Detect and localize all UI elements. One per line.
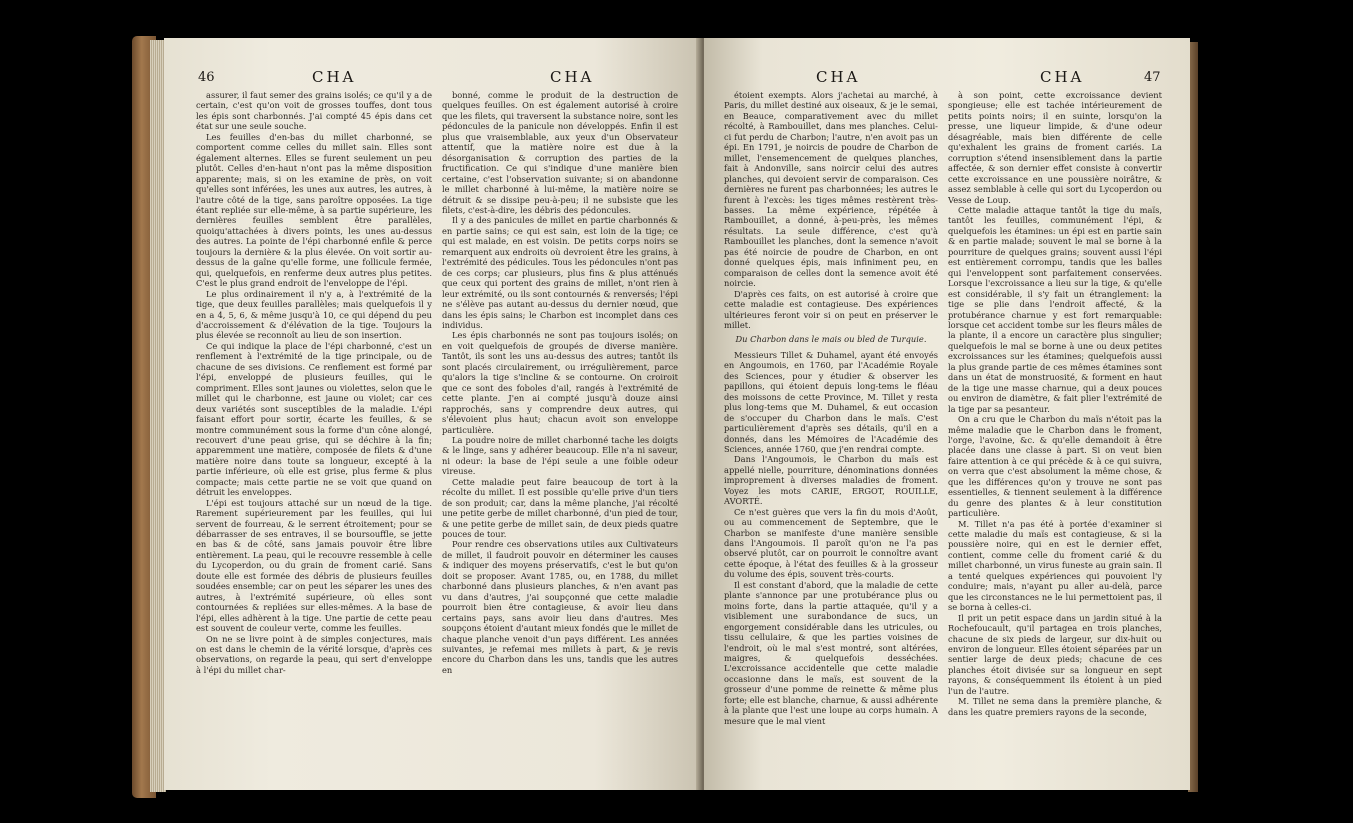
paragraph: L'épi est toujours attaché sur un nœud de la tige. Rarement supérieurement par les feuilles, qui lui servent de fourreau, & le serrent étroitement; pour se débarrasser de ses entraves, il se boursouffle, se jette en bas & de côté, sans jamais pouvoir être libre entièrement. La peau, qui le recouvre ressemble à celle du Lycoperdon, ou du grain de froment carié. Sans doute elle est formée des débris de plusieurs feuilles soudées ensemble; car on peut les séparer les unes des autres, à l'extrémité supérieure, où elles sont contournées & repliées sur elles-mêmes. A la base de l'épi, elles adhèrent à la tige. Une partie de cette peau est souvent de couleur verte, comme les feuilles. [196,497,432,634]
page-number: 46 [198,70,215,85]
running-header: CHA [816,68,861,86]
paragraph: Il y a des panicules de millet en partie charbonnés & en partie sains; ce qui est sain, est loin de la tige; ce qui est malade, en est voisin. De petits corps noirs se remarquent aux endroits où devroient être les grains, à l'extrémité des pédicules. Tous les pédoncules n'ont pas de ces corps; car plusieurs, plus fins & plus atténués que ceux qui portent des grains de millet, n'ont rien à leur extrémité, ou ils sont contournés & renversés; l'épi ne s'élève pas autant au-dessus du dernier nœud, que dans les épis sains; le Charbon est incomplet dans ces individus. [442,215,678,330]
paragraph: Pour rendre ces observations utiles aux Cultivateurs de millet, il faudroit pouvoir en déterminer les causes & indiquer des moyens préservatifs, c'est le but qu'on doit se proposer. Avant 1785, ou, en 1788, du millet charbonné dans plusieurs planches, & n'en avant pas vu dans d'autres, j'ai soupçonné que cette maladie pourroit bien être contagieuse, & avoir lieu dans certains pays, sans avoir lieu dans d'autres. Mes soupçons étoient d'autant mieux fondés que le millet de chaque planche venoit d'un pays différent. Les années suivantes, je refemai mes millets à part, & je revis encore du Charbon dans les uns, tandis que les autres en [442,539,678,675]
running-header: CHA [312,68,357,86]
paragraph: Il est constant d'abord, que la maladie de cette plante s'annonce par une protubérance plus ou moins forte, dans la partie attaquée, qu'il y a visiblement une surabondance de sucs, un engorgement considérable dans les utricules, ou tissu cellulaire, & que les parties voisines de l'endroit, où le mal s'est montré, sont altérées, maigres, & quelquefois desséchées. L'excroissance accidentelle que cette maladie occasionne dans le maïs, est souvent de la grosseur d'une pomme de reinette & même plus forte; elle est blanche, charnue, & aussi adhérente à la plante que l'est une loupe au corps humain. A mesure que le mal vient [724,579,938,726]
paragraph: Dans l'Angoumois, le Charbon du maïs est appellé nielle, pourriture, dénominations données improprement à diverses maladies de froment. Voyez les mots CARIE, ERGOT, ROUILLE, AVORTÉ. [724,454,938,507]
paragraph: Ce n'est guères que vers la fin du mois d'Août, ou au commencement de Septembre, que le Charbon se manifeste d'une manière sensible dans l'Angoumois. Il paroît qu'on ne l'a pas observé plutôt, car on pourroit le connoître avant cette époque, à l'état des feuilles & à la grosseur du volume des épis, souvent très-courts. [724,506,938,580]
paragraph: Cette maladie attaque tantôt la tige du maïs, tantôt les feuilles, communément l'épi, & quelquefois les étamines: un épi est en partie sain & en partie malade; souvent le mal se borne à la pourriture de quelques grains; souvent aussi l'épi est entièrement corrompu, tandis que les balles qui l'enveloppent sont parfaitement conservées. Lorsque l'excroissance a lieu sur la tige, & qu'elle est considérable, il s'y fait un étranglement: la tige se plie dans l'endroit affecté, & la protubérance charnue y est fort remarquable: lorsque cet accident tombe sur les fleurs mâles de la plante, il a encore un caractère plus singulier; quelquefois le mal se borne à une ou deux petites excroissances sur les étamines; quelquefois aussi la plus grande partie de ces mêmes étamines sont dans un état de monstruosité, & forment en haut de la tige une masse charnue, qui a deux pouces ou environ de diamètre, & fait plier l'extrémité de la tige par sa pesanteur. [948,204,1162,414]
section-heading: Du Charbon dans le mais ou bled de Turquie. [735,334,927,345]
paragraph: étoient exempts. Alors j'achetai au marché, à Paris, du millet destiné aux oiseaux, & je le semai, en Beauce, comparativement avec du millet récolté, à Rambouillet, dans mes planches. Celui-ci fut perdu de Charbon; l'autre, n'en avoit pas un épi. En 1791, je noircis de poudre de Charbon de millet, l'ensemencement de quelques planches, fait à Andonville, sans noircir celui des autres planches, qui devoient servir de comparaison. Ces dernières ne furent pas charbonnées; les autres le furent à l'excès: les tiges mêmes restèrent très-basses. La même expérience, répétée à Rambouillet, a donné, à-peu-près, les mêmes résultats. La seule différence, c'est qu'à Rambouillet les planches, dont la semence n'avoit pas été noircie de poudre de Charbon, en ont donné quelques épis, mais infiniment peu, en comparaison de celles dont la semence avoit été noircie. [724,90,938,289]
paragraph: Messieurs Tillet & Duhamel, ayant été envoyés en Angoumois, en 1760, par l'Académie Royale des Sciences, pour y étudier & observer les papillons, qui étoient depuis long-tems le fléau des moissons de cette Province, M. Tillet y resta plus long-tems que M. Duhamel, & eut occasion de s'occuper du Charbon dans le maïs. C'est particulièrement d'après ses détails, qu'il en a donnés, dans les Mémoires de l'Académie des Sciences, année 1760, que j'en rendrai compte. [724,349,938,454]
left-page [164,38,702,790]
paragraph: La poudre noire de millet charbonné tache les doigts & le linge, sans y adhérer beaucoup. Elle n'a ni saveur, ni odeur: la base de l'épi seule a une foible odeur vireuse. [442,434,678,477]
paragraph: Ce qui indique la place de l'épi charbonné, c'est un renflement à l'extrémité de la tige principale, ou de chacune de ses divisions. Ce renflement est formé par l'épi, enveloppé de plusieurs feuilles, qui le compriment. Elles sont jaunes ou violettes, selon que le millet qui le charbonne, est jaune ou violet; car ces deux variétés sont susceptibles de la maladie. L'épi faisant effort pour sortir, écarte les feuilles, & se montre communément sous la forme d'un cône alongé, recouvert d'une peau grise, qui se déchire à la fin; apparemment une matière, composée de filets & d'une matière noire dans toute sa longueur, excepté à la partie inférieure, où elle est grise, plus ferme & plus compacte; mais cette partie ne se voit que quand on détruit les enveloppes. [196,340,432,498]
paragraph: On ne se livre point à de simples conjectures, mais on est dans le chemin de la vérité lorsque, d'après ces observations, on regarde la peau, qui sert d'enveloppe à l'épi du millet char- [196,633,432,675]
running-header: CHA [1040,68,1085,86]
right-page [704,38,1190,790]
paragraph: On a cru que le Charbon du maïs n'étoit pas la même maladie que le Charbon dans le froment, l'orge, l'avoine, &c. & qu'elle demandoit à être placée dans une classe à part. Si on veut bien faire attention à ce qui précède & à ce qui suivra, on verra que c'est absolument la même chose, & que les différences qu'on y trouve ne sont pas essentielles, & tiennent seulement à la différence du genre des plantes & à leur constitution particulière. [948,414,1162,519]
paragraph: Les feuilles d'en-bas du millet charbonné, se comportent comme celles du millet sain. Elles sont également alternes. Elles se furent seulement un peu plutôt. Celles d'en-haut n'ont pas la même disposition apparente; mais, si on les examine de près, on voit qu'elles sont inférées, les unes aux autres, les autres, à l'autre côté de la tige, sans paroître opposées. La tige étant repliée sur elle-même, à sa partie supérieure, les dernières feuilles semblent être parallèles, quoiqu'attachées à divers points, les unes au-dessus des autres. La pointe de l'épi charbonné enfile & perce toujours la dernière & la plus élevée. On voit sortir au-dessus de la gaîne qu'elle forme, une follicule fermée, qui, quelquefois, en renferme deux autres plus petites. C'est le plus grand endroit de l'enveloppe de l'épi. [196,131,432,289]
text-column [442,90,678,780]
paragraph: assurer, il faut semer des grains isolés; ce qu'il y a de certain, c'est qu'on voit de grosses touffes, dont tous les épis sont charbonnés. J'ai compté 45 épis dans cet état sur une seule souche. [196,90,432,132]
paragraph: Les épis charbonnés ne sont pas toujours isolés; on en voit quelquefois de groupés de diverse manière. Tantôt, ils sont les uns au-dessus des autres; tantôt ils sont placés circulairement, ou irrégulièrement, parce qu'alors la tige s'incline & se contourne. On croiroit que ce sont des foboles d'ail, rangés à l'extrémité de cette plante. J'en ai compté jusqu'à douze ainsi rapprochés, sans y comprendre deux autres, qui s'élevoient plus haut; chacun avoit son enveloppe particulière. [442,330,678,435]
text-column [196,90,432,780]
paragraph: D'après ces faits, on est autorisé à croire que cette maladie est contagieuse. Des expériences ultérieures feront voir si on peut en préserver le millet. [724,288,938,330]
paragraph: Cette maladie peut faire beaucoup de tort à la récolte du millet. Il est possible qu'elle prive d'un tiers de son produit; car, dans la même planche, j'ai récolté une petite gerbe de millet charbonné, d'un pied de tour, & une petite gerbe de millet sain, de deux pieds quatre pouces de tour. [442,476,678,540]
paragraph: à son point, cette excroissance devient spongieuse; elle est tachée intérieurement de petits points noirs; il en suinte, lorsqu'on la presse, une liqueur limpide, & d'une odeur désagréable, mais bien différente de celle qu'exhalent les grains de froment cariés. La corruption s'étend insensiblement dans la partie affectée, & son dernier effet consiste à convertir cette excroissance en une poussière noirâtre, & assez semblable à celle qui sort du Lycoperdon ou Vesse de Loup. [948,90,1162,205]
paragraph: M. Tillet ne sema dans la première planche, & dans les quatre premiers rayons de la seconde, [948,696,1162,717]
paragraph: M. Tillet n'a pas été à portée d'examiner si cette maladie du maïs est contagieuse, & si la poussière noire, qui en est le dernier effet, contient, comme celle du froment carié & du millet charbonné, un virus funeste au grain sain. Il a tenté quelques expériences qui pouvoient l'y conduire; mais, n'ayant pu aller au-delà, parce que les circonstances ne le lui permettoient pas, il se borna à celles-ci. [948,518,1162,613]
paragraph: bonné, comme le produit de la destruction de quelques feuilles. On est également autorisé à croire que les filets, qui traversent la substance noire, sont les pédoncules de la panicule non développés. Enfin il est plus que vraisemblable, aux yeux d'un Observateur attentif, que la matière noire est due à la désorganisation & corruption des parties de la fructification. Ce qui s'indique d'une manière bien certaine, c'est l'observation suivante; si on abandonne le millet charbonné à lui-même, la matière noire se détruit & se dissipe peu-à-peu; il ne subsiste que les filets, c'est-à-dire, les débris des pédoncules. [442,90,678,215]
text-column [724,90,938,780]
text-column [948,90,1162,780]
paragraph: Il prit un petit espace dans un jardin situé à la Rochefoucault, qu'il partagea en trois planches, chacune de six pieds de largeur, sur dix-huit ou environ de longueur. Elles étoient séparées par un sentier large de deux pieds; chacune de ces planches étoit divisée sur sa longueur en sept rayons, & conséquemment ils étoient à un pied l'un de l'autre. [948,612,1162,696]
page-number: 47 [1144,70,1161,85]
paragraph: Le plus ordinairement il n'y a, à l'extrémité de la tige, que deux feuilles parallèles; mais quelquefois il y en a 4, 5, 6, & même jusqu'à 10, ce qui dépend du peu d'accroissement & d'élévation de la tige. Toujours la plus élevée se reconnoît au lieu de son insertion. [196,288,432,341]
running-header: CHA [550,68,595,86]
